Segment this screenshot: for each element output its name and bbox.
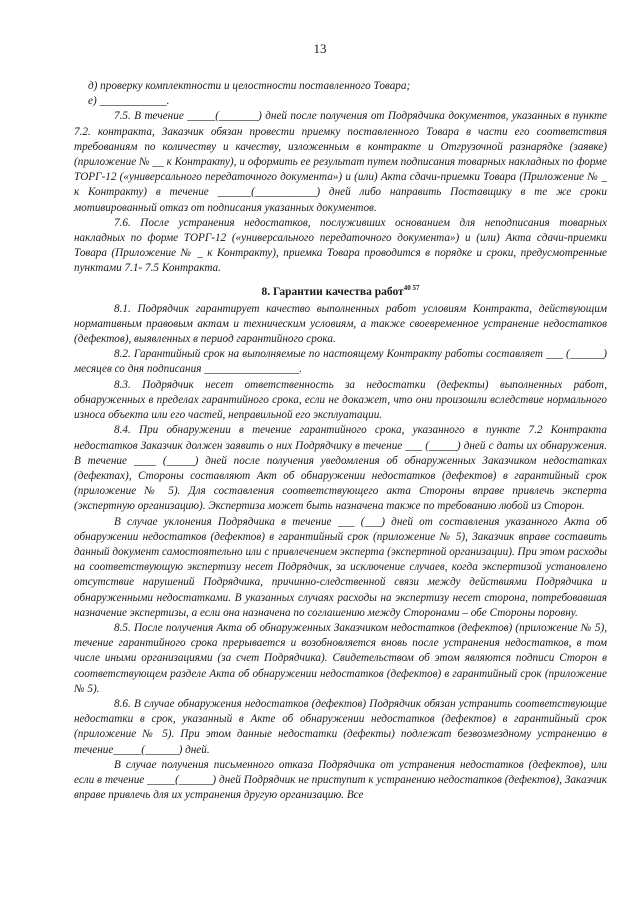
- clause-8-5: 8.5. После получения Акта об обнаруженных Заказчиком недостатков (дефектов) (приложение № 5), течение гарантийного срока прерывается и возобновляется вновь после устранения недостатков, в том числе иными организациями (за счет Подрядчика). Свидетельством об этом являются подписи Сторон в соответствующем разделе Акта об обнаружении недостатков (дефектов) в гарантийный срок (приложение № 5).: [74, 621, 607, 695]
- section-8-title: 8. Гарантии качества работ: [261, 285, 404, 298]
- page-number: 13: [313, 41, 327, 56]
- clause-7-5: 7.5. В течение _____(_______) дней после получения от Подрядчика документов, указанных в пункте 7.2. контракта, Заказчик обязан провести приемку поставленного Товара в части его соответствия требованиям по количеству и качеству, изложенным в контракте и Отгрузочной разнарядке (заявке) (приложение № __ к Контракту), и оформить ее результат путем подписания товарных накладных по форме ТОРГ-12 («универсального передаточного документа») и (или) Акта сдачи-приемки Товара (Приложение № _ к Контракту) в течение ______(___________) дней либо направить Поставщику в те же сроки мотивированный отказ от подписания указанных документов.: [74, 110, 607, 214]
- section-8-heading: [74, 281, 607, 300]
- clause-8-3: 8.3. Подрядчик несет ответственность за недостатки (дефекты) выполненных работ, обнаруженных в пределах гарантийного срока, если не докажет, что они произошли вследствие нормального износа объекта или его частей, неправильной его эксплуатации.: [74, 378, 607, 422]
- scan-artifact: . . . .: [100, 874, 125, 880]
- clause-8-6-refusal: В случае получения письменного отказа Подрядчика от устранения недостатков (дефектов), или если в течение _____(______) дней Подрядчик не приступит к устранению недостатков (дефектов), Заказчик вправе привлечь для их устранения другую организацию. Все: [74, 758, 607, 802]
- clause-8-4: 8.4. При обнаружении в течение гарантийного срока, указанного в пункте 7.2 Контракта недостатков Заказчик должен заявить о них Подрядчику в течение ___ (_____) дней с даты их обнаружения. В течение ____ (_____) дней после получения уведомления об обнаруженных Заказчиком недостатках (дефектах), Стороны составляют Акт об обнаружении недостатков (дефектов) в гарантийный срок (приложение № 5). Для составления соответствующего акта Стороны вправе привлечь эксперта (экспертную организацию). Экспертиза может быть назначена также по требованию любой из Сторон.: [74, 424, 607, 513]
- clause-7-6: 7.6. После устранения недостатков, послуживших основанием для неподписания товарных накладных по форме ТОРГ-12 («универсального передаточного документа») и (или) Акта сдачи-приемки Товара (Приложение № _ к Контракту), приемка Товара проводится в порядке и сроки, предусмотренные пунктами 7.1- 7.5 Контракта.: [74, 216, 607, 275]
- footnote-refs: 40 57: [403, 283, 420, 292]
- item-e: е) ____________.: [88, 95, 170, 108]
- item-d: д) проверку комплектности и целостности поставленного Товара;: [88, 80, 411, 92]
- clause-8-6: 8.6. В случае обнаружения недостатков (дефектов) Подрядчик обязан устранить соответствующие недостатки в срок, указанный в Акте об обнаружении недостатков (дефектов) в гарантийный срок (приложение № 5). При этом данные недостатки (дефекты) подлежат безвозмездному устранению в течение_____(______) дней.: [74, 697, 607, 756]
- document-body: [74, 79, 607, 803]
- clause-8-2: 8.2. Гарантийный срок на выполняемые по настоящему Контракту работы составляет ___ (______) месяцев со дня подписания _________________.: [74, 348, 607, 376]
- clause-8-4-evasion: В случае уклонения Подрядчика в течение ___ (___) дней от составления указанного Акта об обнаружении недостатков (дефектов) в гарантийный срок (приложение № 5), Заказчик вправе составить данный документ самостоятельно или с привлечением эксперта (экспертной организации). При этом расходы на соответствующую экспертизу несет Подрядчик, за исключение случаев, когда экспертизой установлено отсутствие нарушений Подрядчика, причинно-следственной связи между действиями Подрядчика и обнаруженными недостатками. В указанных случаях расходы на экспертизу несет сторона, потребовавшая назначение экспертизы, а если она назначена по соглашению между Сторонами – обе Стороны поровну.: [74, 515, 607, 619]
- clause-8-1: 8.1. Подрядчик гарантирует качество выполненных работ условиям Контракта, действующим нормативным правовым актам и техническим условиям, а также своевременное устранение недостатков (дефектов), выявленных в период гарантийного срока.: [74, 302, 607, 346]
